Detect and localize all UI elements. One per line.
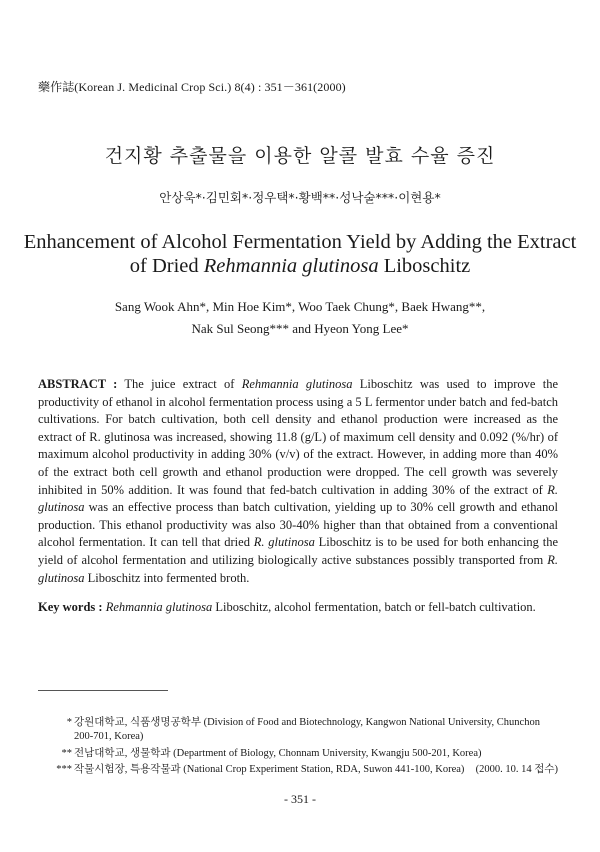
keywords: Key words : Rehmannia glutinosa Liboschitz, alcohol fermentation, batch or fell-batch cultivation. — [38, 600, 536, 614]
journal-citation: 藥作誌(Korean J. Medicinal Crop Sci.) 8(4) : 351－361(2000) — [38, 80, 346, 94]
footnote-divider — [38, 690, 168, 691]
korean-title: 건지황 추출물을 이용한 알콜 발효 수율 증진 — [104, 145, 496, 167]
species-name: Rehmannia glutinosa — [203, 255, 379, 277]
abstract: ABSTRACT : The juice extract of Rehmannia glutinosa Liboschitz was used to improve the productivity of ethanol in alcohol fermentation process using a 5 L fermentor under batch and fed-batch cultivations. For batch cultivation, both cell density and ethanol production were increased as the extract of R. glutinosa was increased, showing 11.8 (g/L) of maximum cell density and 0.092 (%/hr) of maximum alcohol productivity in adding 30% (v/v) of the extract. However, in adding more than 40% of the extract both cell growth and ethanol production were dropped. The cell growth was severely inhibited in 50% addition. It was found that fed-batch cultivation in adding 30% of the extract of R. glutinosa was an effective process than batch cultivation, yielding up to 30% cell growth and ethanol production. This ethanol productivity was also 30-40% higher than that obtained from a conventional alcohol fermentation. It can tell that dried R. glutinosa Liboschitz is to be used for both enhancing the yield of alcohol fermentation and utilizing biologically active substances possibly transported from R. glutinosa Liboschitz into fermented broth. — [38, 377, 558, 585]
authors-line2: Nak Sul Seong*** and Hyeon Yong Lee* — [191, 321, 409, 336]
english-title — [0, 230, 600, 278]
page-number: - 351 - — [284, 792, 316, 806]
korean-authors: 안상욱*·김민회*·정우택*·황백**·성낙술***·이현용* — [159, 190, 441, 205]
english-title-line1: Enhancement of Alcohol Fermentation Yield by Adding the Extract — [23, 231, 577, 253]
received-date: (2000. 10. 14 접수) — [475, 764, 558, 776]
footnote-item: ** 전남대학교, 생물학과 (Department of Biology, Chonnam University, Kwangju 500-201, Korea) — [61, 747, 482, 759]
abstract-label: ABSTRACT : — [38, 377, 118, 391]
english-authors — [0, 296, 600, 340]
footnotes — [38, 716, 558, 780]
keywords-label: Key words : — [38, 600, 103, 614]
authors-line1: Sang Wook Ahn*, Min Hoe Kim*, Woo Taek Chung*, Baek Hwang**, — [114, 299, 486, 314]
footnote-item: *** 작물시험장, 특용작물과 (National Crop Experiment Station, RDA, Suwon 441-100, Korea) (2000. 10. 14 접수) — [56, 764, 558, 776]
footnote-item: * 강원대학교, 식품생명공학부 (Division of Food and Biotechnology, Kangwon National University, Chunchon 200-701, Korea) — [66, 717, 540, 742]
english-title-line2: of Dried Rehmannia glutinosa Liboschitz — [129, 255, 471, 277]
